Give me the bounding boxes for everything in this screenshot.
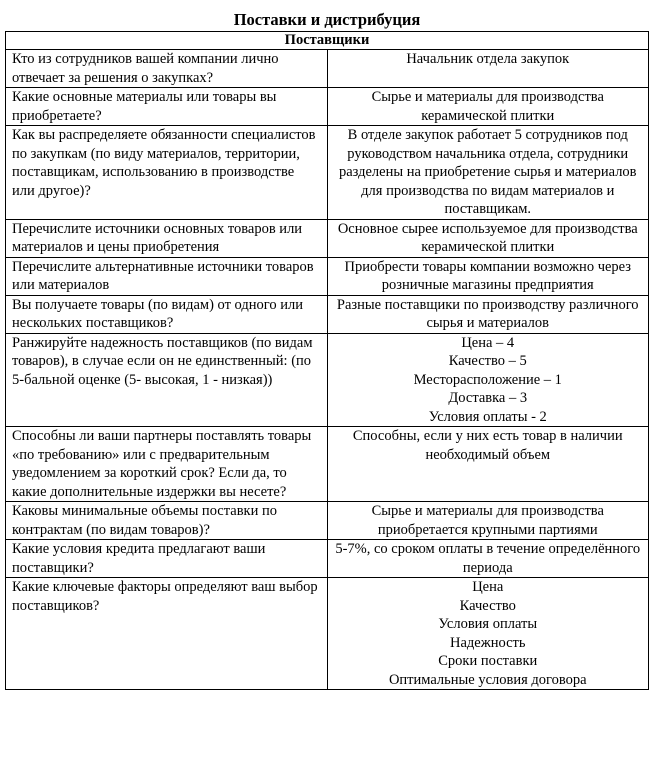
table-row	[6, 427, 649, 502]
section-title: Поставщики	[6, 32, 649, 50]
rating-item: Доставка – 3	[448, 390, 528, 406]
table-row	[6, 502, 649, 540]
table-row	[6, 50, 649, 88]
table-row	[6, 540, 649, 578]
question-cell: Каковы минимальные объемы поставки по контрактам (по видам товаров)?	[6, 502, 328, 540]
question-cell: Перечислите источники основных товаров или материалов и цены приобретения	[6, 219, 328, 257]
rating-item: Качество – 5	[448, 353, 527, 369]
factor-item: Качество	[459, 597, 516, 614]
table-row	[6, 257, 649, 295]
rating-item: Месторасположение – 1	[413, 371, 562, 388]
factor-item: Условия оплаты	[438, 616, 538, 632]
answer-cell: Приобрести товары компании возможно через розничные магазины предприятия	[327, 257, 649, 295]
answer-cell: 5-7%, со сроком оплаты в течение определённого периода	[327, 540, 649, 578]
table-row	[6, 295, 649, 333]
rating-item: Цена – 4	[461, 334, 515, 351]
table-row	[6, 578, 649, 690]
question-cell: Какие ключевые факторы определяют ваш выбор поставщиков?	[6, 578, 328, 690]
question-cell: Ранжируйте надежность поставщиков (по видам товаров), в случае если он не единственный: (по 5-бальной оценке (5- высокая, 1 - низкая))	[6, 333, 328, 427]
factor-item: Цена	[472, 579, 504, 595]
question-cell: Способны ли ваши партнеры поставлять товары «по требованию» или с предварительным уведомлением за короткий срок? Если да, то какие дополнительные издержки вы несете?	[6, 427, 328, 502]
table-row	[6, 88, 649, 126]
factor-item: Сроки поставки	[438, 653, 538, 669]
suppliers-table	[5, 31, 649, 690]
rating-item: Условия оплаты - 2	[428, 408, 547, 425]
answer-cell: Основное сырее используемое для производства керамической плитки	[327, 219, 649, 257]
table-row	[6, 333, 649, 427]
answer-list-cell	[327, 578, 649, 690]
question-cell: Вы получаете товары (по видам) от одного или нескольких поставщиков?	[6, 295, 328, 333]
answer-list-cell	[327, 333, 649, 427]
table-row	[6, 126, 649, 220]
factor-item: Надежность	[450, 634, 526, 651]
question-cell: Перечислите альтернативные источники товаров или материалов	[6, 257, 328, 295]
factor-item: Оптимальные условия договора	[388, 671, 587, 688]
document-title: Поставки и дистрибуция	[233, 10, 421, 29]
question-cell: Какие основные материалы или товары вы приобретаете?	[6, 88, 328, 126]
question-cell: Кто из сотрудников вашей компании лично отвечает за решения о закупках?	[6, 50, 328, 88]
answer-cell: Сырье и материалы для производства керамической плитки	[327, 88, 649, 126]
answer-cell: В отделе закупок работает 5 сотрудников под руководством начальника отдела, сотрудники разделены на приобретение сырья и материалов для производства по видам материалов и поставщикам.	[327, 126, 649, 220]
answer-cell: Разные поставщики по производству различного сырья и материалов	[327, 295, 649, 333]
table-row	[6, 219, 649, 257]
answer-cell: Сырье и материалы для производства приобретается крупными партиями	[327, 502, 649, 540]
question-cell: Как вы распределяете обязанности специалистов по закупкам (по виду материалов, территории, поставщикам, использованию в производстве или другое)?	[6, 126, 328, 220]
question-cell: Какие условия кредита предлагают ваши поставщики?	[6, 540, 328, 578]
section-header-row	[6, 32, 649, 50]
answer-cell: Начальник отдела закупок	[327, 50, 649, 88]
answer-cell: Способны, если у них есть товар в наличии необходимый объем	[327, 427, 649, 502]
